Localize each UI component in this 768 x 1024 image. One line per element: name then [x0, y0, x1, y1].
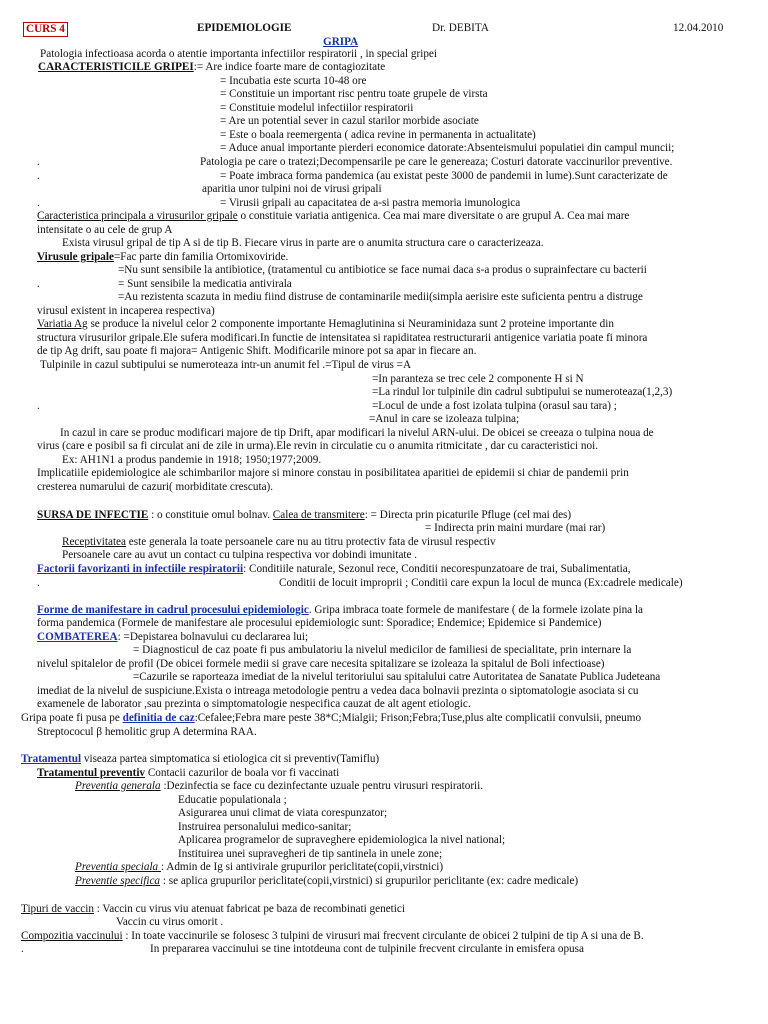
text-line: Factorii favorizanti in infectiile respiratorii: Conditiile naturale, Sezonul rece, Conditii necorespunzatoare de trai, Subalimentatia,: [37, 563, 631, 575]
text-line: Preventie specifica : se aplica grupurilor periclitate(copii,virstnici) si grupurilor periclitante (ex: cadre medicale): [75, 875, 579, 887]
text-line: =Au rezistenta scazuta in mediu fiind distruse de contaminarile medii(simpla aerisire este suficienta pentru a distruge: [118, 291, 643, 303]
section-link[interactable]: Forme de manifestare in cadrul procesului epidemiologic: [37, 604, 309, 616]
text-line: = Constituie modelul infectiilor respiratorii: [220, 102, 414, 114]
text-line: = Este o boala reemergenta ( adica revine in permanenta in actualitate): [220, 129, 536, 141]
text-line: examenele de laborator ,sau prezinta o simptomatologie nespecifica cauzat de alt agent etiologic.: [37, 698, 471, 710]
text-line: Compozitia vaccinului : In toate vaccinurile se folosesc 3 tulpini de virusuri mai frecvent circulante de obicei 2 tulpini de tip A si una de B.: [21, 930, 644, 942]
text-line: Conditii de locuit improprii ; Conditii care expun la locul de munca (Ex:cadrele medicale): [279, 577, 683, 589]
text-line: =In paranteza se trec cele 2 componente H si N: [372, 373, 584, 385]
underlined-term: Calea de transmitere: [272, 509, 365, 521]
text-line: =La rindul lor tulpinile din cadrul subtipului se numeroteaza(1,2,3): [372, 386, 673, 398]
text-line: Aplicarea programelor de supraveghere epidemiologica la nivel national;: [178, 834, 506, 846]
section-heading: CARACTERISTICILE GRIPEI: [38, 61, 194, 73]
text-line: Persoanele care au avut un contact cu tulpina respectiva vor dobindi imunitate .: [62, 549, 418, 561]
text-line: =Anul in care se izoleaza tulpina;: [369, 413, 520, 425]
underlined-term: Caracteristica principala a virusurilor gripale: [37, 210, 238, 222]
text-line: Educatie populationala ;: [178, 794, 287, 806]
text-line: =Nu sunt sensibile la antibiotice, (tratamentul cu antibiotice se face numai daca s-a produs o suprainfectare cu bacterii: [118, 264, 647, 276]
text-line: = Indirecta prin maini murdare (mai rar): [425, 522, 606, 534]
course-badge: CURS 4: [23, 22, 68, 37]
section-link[interactable]: Factorii favorizanti in infectiile respiratorii: [37, 563, 244, 575]
underlined-term: Receptivitatea: [62, 536, 126, 548]
text-line: virusul existent in incaperea respectiva): [37, 305, 215, 317]
text-line: COMBATEREA: =Depistarea bolnavului cu declararea lui;: [37, 631, 309, 643]
text-line: Forme de manifestare in cadrul procesului epidemiologic. Gripa imbraca toate formele de manifestare ( de la formele izolate pina la: [37, 604, 644, 616]
text-line: CARACTERISTICILE GRIPEI:= Are indice foarte mare de contagiozitate: [38, 61, 386, 73]
section-heading: SURSA DE INFECTIE: [37, 509, 149, 521]
section-heading: Tratamentul preventiv: [37, 767, 146, 779]
underlined-term: Preventie specifica: [75, 875, 161, 887]
text-line: virus (care e posibil sa fi circulat ani de zile in urma).Ele revin in circulatie cu o anumita ritmicitate , dar cu caracteristici noi.: [37, 440, 599, 452]
text-line: Tipuri de vaccin : Vaccin cu virus viu atenuat fabricat pe baza de recombinati genetici: [21, 903, 405, 915]
page-title: GRIPA: [323, 36, 359, 48]
section-heading: Virusule gripale: [37, 251, 114, 263]
text-line: Virusule gripale=Fac parte din familia Ortomixoviride.: [37, 251, 289, 263]
underlined-term: Compozitia vaccinului: [21, 930, 123, 942]
text-line: cresterea numarului de cazuri( morbiditate crescuta).: [37, 481, 274, 493]
text-line: SURSA DE INFECTIE : o constituie omul bolnav. Calea de transmitere: = Directa prin picaturile Pfluge (cel mai des): [37, 509, 572, 521]
text-line: Asigurarea unui climat de viata corespunzator;: [178, 807, 388, 819]
text-line: Instruirea personalului medico-sanitar;: [178, 821, 352, 833]
text-line: = Sunt sensibile la medicatia antivirala: [118, 278, 292, 290]
text-line: nivelul spitalelor de profil (De obicei formele medii si grave care necesita spitalizare se izoleaza la spitalul de Boli infectioase): [37, 658, 605, 670]
text-line: In cazul in care se produc modificari majore de tip Drift, apar modificari la nivelul ARN-ului. De obicei se creeaza o tulpina noua de: [60, 427, 654, 439]
underlined-term: Preventia speciala: [75, 861, 161, 873]
section-link[interactable]: COMBATEREA: [37, 631, 118, 643]
text-line: =Cazurile se raporteaza imediat de la nivelul teritoriului sau spitalului catre Autoritatea de Sanatate Publica Judeteana: [133, 671, 661, 683]
text-line: Patologia pe care o tratezi;Decompensarile pe care le genereaza; Costuri datorate vaccinurilor preventive.: [200, 156, 673, 168]
text-line: intensitate o au cele de grup A: [37, 224, 173, 236]
text-line: = Virusii gripali au capacitatea de a-si pastra memoria imunologica: [220, 197, 521, 209]
bullet-dot: .: [21, 943, 24, 955]
text-line: Gripa poate fi pusa pe definitia de caz:Cefalee;Febra mare peste 38*C;Mialgii; Frison;Febra;Tuse,plus alte complicatii convulsii, pneumo: [21, 712, 642, 724]
text-line: Streptococul β hemolitic grup A determina RAA.: [37, 726, 257, 738]
bullet-dot: .: [37, 577, 40, 589]
author: Dr. DEBITA: [432, 22, 489, 34]
underlined-term: Tipuri de vaccin: [21, 903, 94, 915]
section-link[interactable]: definitia de caz: [122, 712, 195, 724]
underlined-term: Preventia generala: [75, 780, 161, 792]
text-line: = Constituie un important risc pentru toate grupele de virsta: [220, 88, 488, 100]
subject-heading: EPIDEMIOLOGIE: [197, 22, 292, 34]
text-line: Receptivitatea este generala la toate persoanele care nu au titru protectiv fata de virusul respectiv: [62, 536, 496, 548]
text-line: Tratamentul viseaza partea simptomatica si etiologica cit si preventiv(Tamiflu): [21, 753, 380, 765]
text-line: Ex: AH1N1 a produs pandemie in 1918; 1950;1977;2009.: [62, 454, 322, 466]
text-line: Variatia Ag se produce la nivelul celor 2 componente importante Hemaglutinina si Neuraminidaza sunt 2 proteine importante din: [37, 318, 614, 330]
text-line: Tulpinile in cazul subtipului se numeroteaza intr-un anumit fel .=Tipul de virus =A: [40, 359, 412, 371]
text-line: = Aduce anual importante pierderi economice datorate:Absenteismului populatiei din campul muncii;: [220, 142, 675, 154]
text-line: aparitia unor tulpini noi de virusi gripali: [202, 183, 382, 195]
text-line: Patologia infectioasa acorda o atentie importanta infectiilor respiratorii , in special gripei: [40, 48, 438, 60]
date: 12.04.2010: [673, 22, 724, 34]
text-line: Vaccin cu virus omorit .: [116, 916, 224, 928]
text-line: In prepararea vaccinului se tine intotdeuna cont de tulpinile frecvent circulante in emisfera opusa: [150, 943, 584, 955]
text-line: imediat de la nivelul de suspiciune.Exista o intreaga metodologie pentru a vedea daca bolnavii prezinta o siptomatologie asociata si cu: [37, 685, 639, 697]
bullet-dot: .: [37, 170, 40, 182]
text-line: = Diagnosticul de caz poate fi pus ambulatoriu la nivelul medicilor de familiesi de specialitate, prin internare la: [133, 644, 632, 656]
text-line: =Locul de unde a fost izolata tulpina (orasul sau tara) ;: [372, 400, 617, 412]
text-line: Implicatiile epidemiologice ale schimbarilor majore si minore constau in posibilitatea aparitiei de epidemii si chiar de pandemii prin: [37, 467, 629, 479]
text-line: = Are un potential sever in cazul starilor morbide asociate: [220, 115, 479, 127]
text-line: Exista virusul gripal de tip A si de tip B. Fiecare virus in parte are o anumita structura care o caracterizeaza.: [62, 237, 544, 249]
text-line: de tip Ag drift, sau poate fi majora= Antigenic Shift. Modificarile minore pot sa apar in fiecare an.: [37, 345, 477, 357]
text-line: Tratamentul preventiv Contacii cazurilor de boala vor fi vaccinati: [37, 767, 340, 779]
text-line: Preventia generala :Dezinfectia se face cu dezinfectante uzuale pentru virusuri respiratorii.: [75, 780, 484, 792]
underlined-term: Variatia Ag: [37, 318, 88, 330]
text-line: Instituirea unei supravegheri de tip santinela in unele zone;: [178, 848, 443, 860]
bullet-dot: .: [37, 197, 40, 209]
text-line: Caracteristica principala a virusurilor gripale o constituie variatia antigenica. Cea mai mare diversitate o are grupul A. Cea mai mare: [37, 210, 630, 222]
text-line: = Poate imbraca forma pandemica (au existat peste 3000 de pandemii in lume).Sunt caracterizate de: [220, 170, 668, 182]
text-line: = Incubatia este scurta 10-48 ore: [220, 75, 367, 87]
text-line: structura virusurilor gripale.Ele sufera modificari.In functie de intensitatea si rapiditatea restructurarii antigenice variatia poate fi minora: [37, 332, 648, 344]
bullet-dot: .: [37, 400, 40, 412]
section-link[interactable]: Tratamentul: [21, 753, 82, 765]
text-line: forma pandemica (Formele de manifestare ale procesului epidemiologic sunt: Sporadice; Endemice; Epidemice si Pandemice): [37, 617, 602, 629]
bullet-dot: .: [37, 278, 40, 290]
bullet-dot: .: [37, 156, 40, 168]
text-line: Preventia speciala : Admin de Ig si antivirale grupurilor periclitate(copii,virstnici): [75, 861, 444, 873]
